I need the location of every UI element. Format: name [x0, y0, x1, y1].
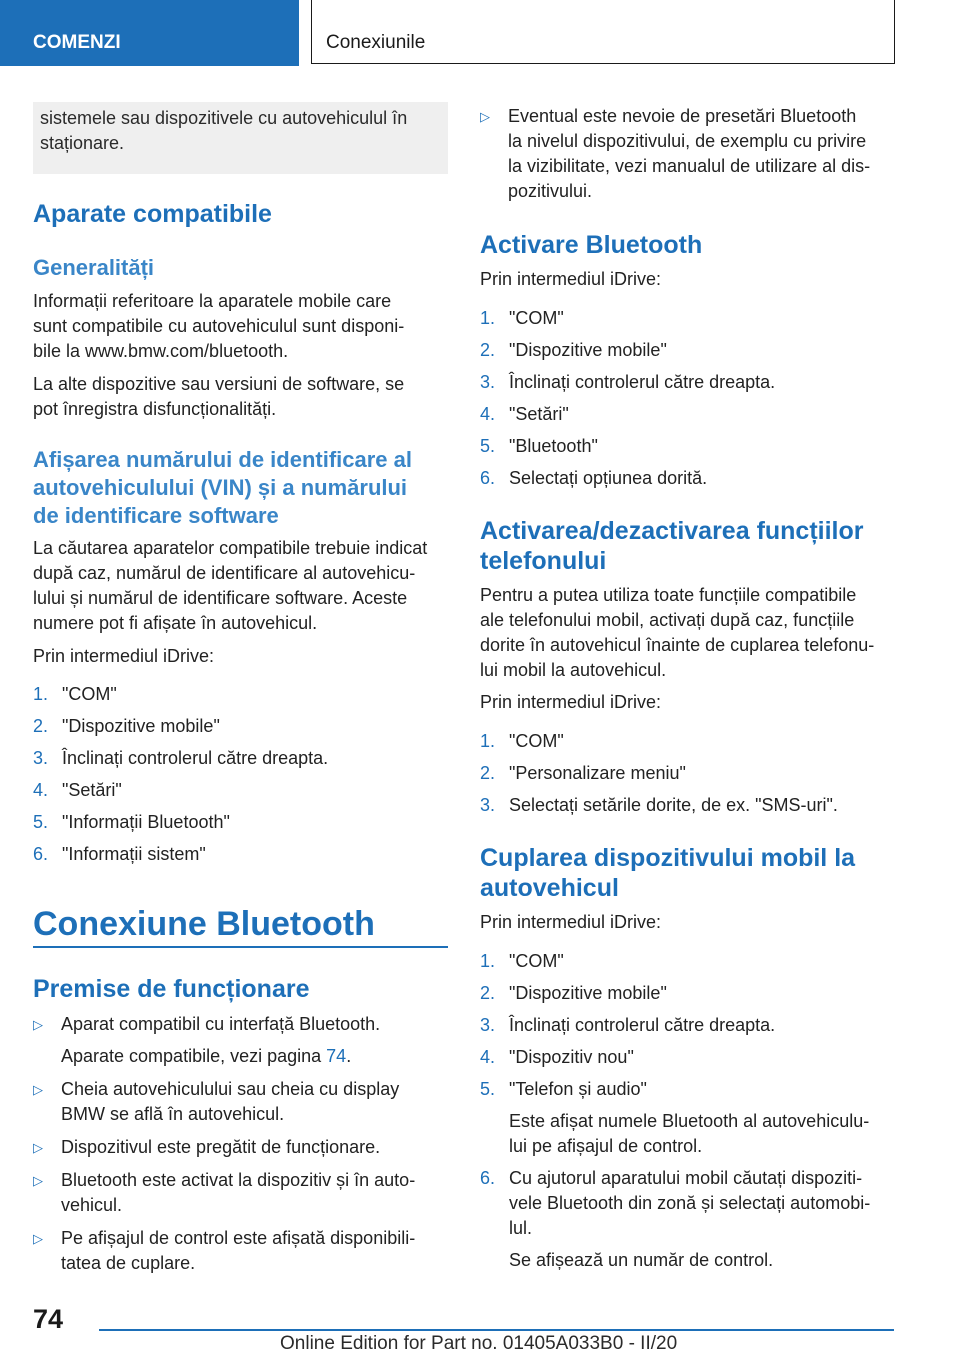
step-6 — [480, 1166, 895, 1273]
text-line: pot înregistra disfuncționalități. — [33, 399, 277, 419]
heading-line: autovehicul — [480, 874, 619, 902]
list-item — [33, 1012, 448, 1069]
step-number: 5. — [33, 812, 49, 832]
list-item — [33, 810, 448, 842]
section-rule — [33, 946, 448, 948]
heading-pair-device — [480, 843, 855, 903]
step-text: "Setări" — [62, 780, 122, 800]
step-number: 1. — [480, 731, 496, 751]
page-link[interactable]: 74 — [326, 1046, 347, 1066]
bullet-text: la vizibilitate, vezi manualul de utilizare al dis- — [508, 156, 871, 176]
list-item — [480, 306, 895, 338]
text-line: lui pe afișajul de control. — [509, 1136, 703, 1156]
bullet-text: Aparat compatibil cu interfață Bluetooth. — [61, 1014, 381, 1034]
idrive-intro: Prin intermediul iDrive: — [480, 692, 662, 712]
chapter-tab — [311, 0, 895, 64]
heading-phone-functions — [480, 516, 864, 576]
footer-rule — [99, 1329, 894, 1331]
heading-line: Afișarea numărului de identificare al — [33, 447, 413, 472]
step-text: "COM" — [509, 308, 564, 328]
bullet-text: vehicul. — [61, 1195, 123, 1215]
step-text: "COM" — [509, 731, 564, 751]
text-line: La alte dispozitive sau versiuni de software, se — [33, 374, 405, 394]
list-item — [480, 104, 895, 204]
step-text — [480, 1166, 895, 1273]
triangle-bullet-icon: ▷ — [33, 1173, 43, 1188]
paragraph-general-1 — [33, 289, 404, 364]
step-text: "Dispozitive mobile" — [62, 716, 220, 736]
step-text: "Telefon și audio" — [509, 1079, 647, 1099]
list-item — [33, 746, 448, 778]
step-number: 2. — [480, 983, 496, 1003]
list-item — [33, 1226, 448, 1276]
list-item — [480, 793, 895, 825]
step-text: "Informații sistem" — [62, 844, 206, 864]
list-item — [33, 714, 448, 746]
text-line: ale telefonului mobil, activați după caz, funcțiile — [480, 610, 855, 630]
list-item — [480, 761, 895, 793]
idrive-intro: Prin intermediul iDrive: — [480, 269, 662, 289]
list-item — [33, 682, 448, 714]
step-number: 1. — [33, 684, 49, 704]
text-line: lului și numărul de identificare software. Aceste — [33, 588, 408, 608]
heading-vin — [33, 446, 412, 530]
bullet-subtext — [61, 1044, 448, 1069]
section-tab — [0, 0, 299, 66]
idrive-intro: Prin intermediul iDrive: — [33, 646, 215, 666]
triangle-bullet-icon: ▷ — [33, 1017, 43, 1032]
text-line: lui mobil la autovehicul. — [480, 660, 667, 680]
step-number: 2. — [480, 763, 496, 783]
heading-activate-bluetooth: Activare Bluetooth — [480, 231, 703, 259]
text-line: după caz, numărul de identificare al autovehicu- — [33, 563, 416, 583]
step-text: Înclinați controlerul către dreapta. — [62, 748, 329, 768]
heading-line: autovehiculului (VIN) și a numărului — [33, 475, 408, 500]
bullet-subtext-prefix: Aparate compatibile, vezi pagina — [61, 1046, 327, 1066]
step-text: Înclinați controlerul către dreapta. — [509, 1015, 776, 1035]
list-item — [480, 729, 895, 761]
triangle-bullet-icon: ▷ — [33, 1082, 43, 1097]
heading-compatible-devices: Aparate compatibile — [33, 200, 272, 228]
step-text: "Setări" — [509, 404, 569, 424]
heading-line: Cuplarea dispozitivului mobil la — [480, 844, 856, 872]
list-item — [33, 1077, 448, 1127]
list-item — [480, 1013, 895, 1045]
list-item — [480, 402, 895, 434]
step-number: 4. — [480, 1047, 496, 1067]
step-5-subtext — [509, 1109, 869, 1159]
note-box: sistemele sau dispozitivele cu autovehiculul în staționare. — [33, 102, 448, 174]
prerequisites-list — [33, 1012, 448, 1276]
step-number: 6. — [480, 468, 496, 488]
list-item — [33, 842, 448, 874]
heading-line: Activarea/dezactivarea funcțiilor — [480, 517, 864, 545]
heading-general: Generalități — [33, 255, 155, 280]
chapter-title: Conexiunile — [326, 32, 426, 53]
bullet-text: BMW se află în autovehicul. — [61, 1104, 285, 1124]
list-item — [480, 981, 895, 1013]
page-number: 74 — [33, 1304, 64, 1334]
triangle-bullet-icon: ▷ — [33, 1140, 43, 1155]
text-line: Informații referitoare la aparatele mobile care — [33, 291, 392, 311]
text-line: numere pot fi afișate în autovehicul. — [33, 613, 318, 633]
step-text: "Dispozitive mobile" — [509, 983, 667, 1003]
step-text: "COM" — [62, 684, 117, 704]
step-number: 4. — [480, 404, 496, 424]
text-line: Cu ajutorul aparatului mobil căutați dispoziti- — [509, 1168, 863, 1188]
list-item — [480, 338, 895, 370]
step-number: 6. — [33, 844, 49, 864]
text-line: lul. — [509, 1218, 533, 1238]
list-item — [33, 778, 448, 810]
step-number: 1. — [480, 308, 496, 328]
step-number: 6. — [480, 1168, 496, 1188]
step-text: Selectați setările dorite, de ex. "SMS-uri". — [509, 795, 838, 815]
bullet-text: Cheia autovehiculului sau cheia cu display — [61, 1079, 400, 1099]
bullet-subtext-suffix: . — [346, 1046, 352, 1066]
steps-pair — [480, 949, 895, 1102]
step-number: 3. — [480, 795, 496, 815]
bullet-text: Pe afișajul de control este afișată disponibili- — [61, 1228, 416, 1248]
text-line: La căutarea aparatelor compatibile trebuie indicat — [33, 538, 428, 558]
footer-edition: Online Edition for Part no. 01405A033B0 - II/20 — [280, 1333, 678, 1354]
triangle-bullet-icon: ▷ — [33, 1231, 43, 1246]
step-number: 3. — [480, 372, 496, 392]
step-text: "Personalizare meniu" — [509, 763, 686, 783]
text-line: dorite în autovehicul înainte de cuplarea telefonu- — [480, 635, 875, 655]
list-item — [480, 466, 895, 498]
step-number: 2. — [33, 716, 49, 736]
list-item — [33, 1135, 448, 1160]
heading-bluetooth-connection: Conexiune Bluetooth — [33, 905, 375, 943]
heading-line: telefonului — [480, 547, 607, 575]
list-item — [480, 370, 895, 402]
list-item — [480, 1045, 895, 1077]
triangle-bullet-icon: ▷ — [480, 109, 490, 124]
section-title: COMENZI — [33, 32, 121, 53]
step-text: Selectați opțiunea dorită. — [509, 468, 708, 488]
bullet-text: tatea de cuplare. — [61, 1253, 196, 1273]
paragraph-phone-functions — [480, 583, 874, 683]
step-number: 3. — [33, 748, 49, 768]
steps-activate — [480, 306, 895, 498]
text-line: vele Bluetooth din zonă și selectați automobi- — [509, 1193, 871, 1213]
bullet-text: la nivelul dispozitivului, de exemplu cu privire — [508, 131, 867, 151]
step-number: 5. — [480, 1079, 496, 1099]
steps-phone-functions — [480, 729, 895, 825]
bullet-text: pozitivului. — [508, 181, 593, 201]
bluetooth-preset-note — [480, 104, 895, 204]
heading-prerequisites: Premise de funcționare — [33, 975, 310, 1003]
list-item — [480, 949, 895, 981]
paragraph-vin — [33, 536, 427, 636]
list-item — [33, 1168, 448, 1218]
step-number: 5. — [480, 436, 496, 456]
text-line: sunt compatibile cu autovehiculul sunt disponi- — [33, 316, 405, 336]
heading-line: de identificare software — [33, 503, 279, 528]
step-number: 1. — [480, 951, 496, 971]
steps-vin — [33, 682, 448, 874]
step-text: Înclinați controlerul către dreapta. — [509, 372, 776, 392]
step-number: 2. — [480, 340, 496, 360]
step-number: 4. — [33, 780, 49, 800]
step-text: "Dispozitiv nou" — [509, 1047, 634, 1067]
text-line: bile la www.bmw.com/bluetooth. — [33, 341, 289, 361]
text-line: Se afișează un număr de control. — [509, 1250, 774, 1270]
step-text: "Bluetooth" — [509, 436, 598, 456]
bullet-text: Eventual este nevoie de presetări Bluetooth — [508, 106, 857, 126]
bullet-text: Dispozitivul este pregătit de funcționare. — [61, 1137, 381, 1157]
idrive-intro: Prin intermediul iDrive: — [480, 912, 662, 932]
text-line: Este afișat numele Bluetooth al autovehiculu- — [509, 1111, 870, 1131]
list-item — [480, 434, 895, 466]
text-line: Pentru a putea utiliza toate funcțiile compatibile — [480, 585, 857, 605]
step-number: 3. — [480, 1015, 496, 1035]
paragraph-general-2 — [33, 372, 404, 422]
step-text: "COM" — [509, 951, 564, 971]
step-text: "Dispozitive mobile" — [509, 340, 667, 360]
step-text: "Informații Bluetooth" — [62, 812, 230, 832]
bullet-text: Bluetooth este activat la dispozitiv și în auto- — [61, 1170, 416, 1190]
list-item — [480, 1077, 895, 1102]
